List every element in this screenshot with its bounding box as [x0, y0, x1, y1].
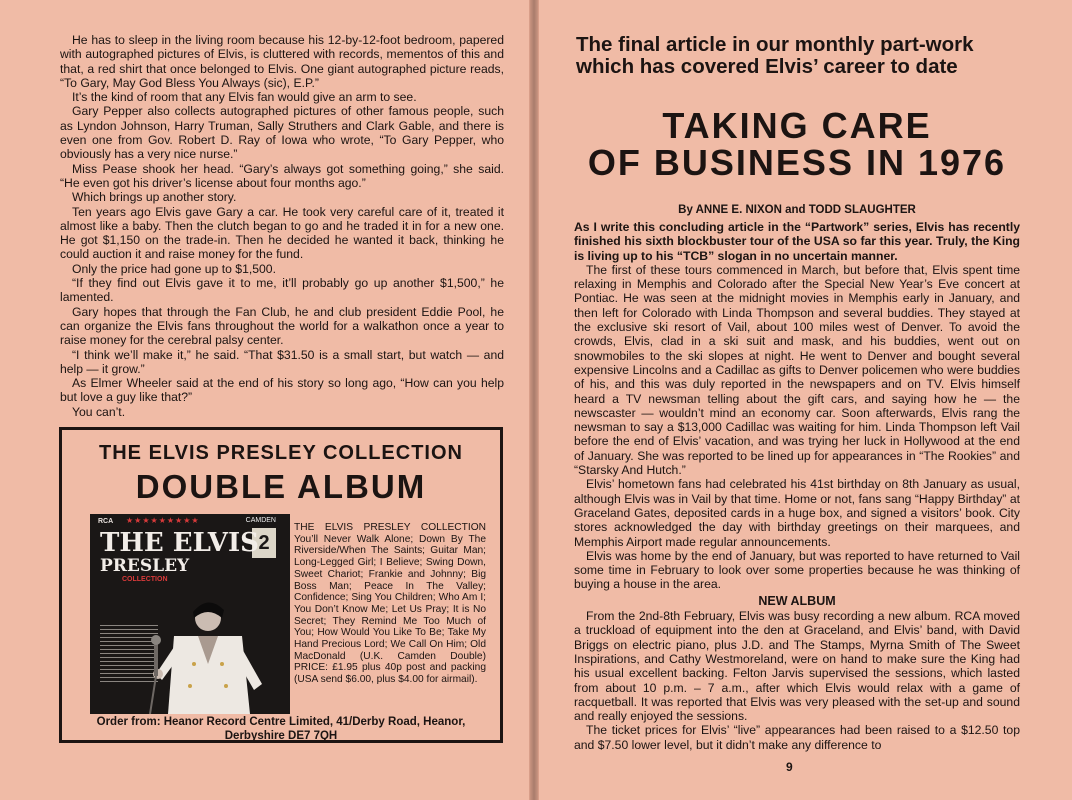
section-subheading: NEW ALBUM — [758, 593, 836, 608]
album-advertisement — [59, 427, 503, 743]
article-paragraph: Elvis’ hometown fans had celebrated his 41st birthday on 8th January as usual, although Elvis was in Vail by that time. Home or not, fans sang “Happy Birthday” at Graceland Gates, deposited cards in a huge box, and signed a visitors’ book. City stores acknowledged the day with birthday greetings on their marquees, and Memphis Airport made regular announcements. — [574, 477, 1020, 549]
article-paragraph: Which brings up another story. — [72, 190, 237, 205]
order-address — [62, 716, 500, 743]
article-title-line-1: TAKING CARE — [662, 105, 932, 146]
article-paragraph: Miss Pease shook her head. “Gary’s always got something going,” she said. “He even got his driver’s license about four months ago.” — [60, 161, 504, 190]
article-paragraph: From the 2nd-8th February, Elvis was busy recording a new album. RCA moved a truckload of equipment into the den at Graceland, and Elvis’ band, with David Briggs on electric piano, plus J.D. and The Stamps, Myrna Smith of The Sweet Inspirations, and Cathy Westmoreland, were on hand to make sure the King had his usual excellent backing. Felton Jarvis supervised the sessions, which lasted from about 10 p.m. – 7 a.m., after which Elvis would relax with a game of racquetball. It was reported that Elvis was very pleased with the set-up and sound and really enjoyed the sessions. — [574, 609, 1020, 724]
article-paragraph: He has to sleep in the living room because his 12-by-12-foot bedroom, papered with autographed pictures of Elvis, is cluttered with records, mementos of this and that, a red shirt that once belonged to Elvis. One giant autographed picture reads, “To Gary, May God Bless You Always (sic), E.P.” — [60, 33, 504, 90]
order-line-1: Order from: Heanor Record Centre Limited, 41/Derby Road, Heanor, — [96, 716, 466, 728]
ad-title: DOUBLE ALBUM — [135, 468, 427, 505]
article-title — [574, 107, 1020, 181]
article-intro: The final article in our monthly part-work which has covered Elvis’ career to date — [576, 33, 974, 78]
cover-double-badge: 2 — [252, 528, 276, 558]
page-number: 9 — [786, 760, 793, 774]
elvis-performer-illustration — [90, 514, 290, 714]
article-paragraph: The first of these tours commenced in March, but before that, Elvis spent time relaxing in Memphis and Colorado after the Special New Year’s Eve concert at Pontiac. He was seen at the midnight movies in Memphis early in January, and then left for Colorado with Linda Thompson and several buddies. They stayed at the exclusive ski resort of Vail, about 100 miles west of Denver. To avoid the crowds, Elvis, clad in a ski suit and mask, and his buddies, went out on snowmobiles to the ski slopes at night. He went to Denver and bought several expensive Lincolns and a Cadillac as gifts to Denver policemen who were buddies of his, and this was duly reported in the newspapers and on TV. Elvis himself heard a TV newsman telling about the gift cars, and saying how he — the newscaster — wouldn’t mind an economy car. Soon afterwards, Elvis rang the newsman to say a $13,000 Cadillac was waiting for him. Linda Thompson left Vail before the end of Elvis’ vacation, and was trying her luck in Hollywood at the end of January. She was reported to be lined up for appearances in “The Rookies” and “Starsky And Hutch.” — [574, 262, 1020, 478]
article-paragraph: Gary Pepper also collects autographed pictures of other famous people, such as Lyndon Johnson, Harry Truman, Sally Struthers and Clark Gable, and there is even one from Gov. Robert D. Ray of Iowa who wrote, “To Gary Pepper, who obviously has a very nice nurse.” — [60, 104, 504, 162]
article-paragraph: “If they find out Elvis gave it to me, it’ll probably go up another $1,500,” he lamented. — [60, 276, 504, 305]
article-paragraph: Ten years ago Elvis gave Gary a car. He took very careful care of it, treated it almost like a baby. Then the clutch began to go and he traded it in for a new one. He got $1,150 on the trade-in. Then he decided he wanted it back, thinking he could auction it and raise money for the fund. — [60, 204, 504, 262]
right-article-column — [574, 220, 1020, 752]
cover-stars: ★★★★★★★★★ — [126, 516, 200, 525]
article-paragraph: “I think we’ll make it,” he said. “That $31.50 is a small start, but watch — and help — it grow.” — [60, 347, 504, 376]
article-paragraph: You can’t. — [72, 404, 126, 419]
album-description: THE ELVIS PRESLEY COLLECTION You’ll Never Walk Alone; Down By The Riverside/When The Saints; Guitar Man; Long-Legged Girl; I Believe; Swing Down, Sweet Chariot; Frankie and Johnny; Big Boss Man; Peace In The Valley; Confidence; Sing You Children; Who Am I; You Don’t Know Me; Let Us Pray; It is No Secret; They Remind Me Too Much of You; How Would You Like To Be; Take My Hand Precious Lord; We Call On Him; Old MacDonald (U.K. Camden Double) PRICE: £1.95 plus 40p post and packing (USA send $6.00, plus $4.00 for airmail). — [294, 522, 486, 686]
article-paragraph: The ticket prices for Elvis’ “live” appearances had been raised to a $12.50 top and $7.50 lower level, but it didn’t make any difference to — [574, 723, 1020, 752]
cover-title-presley: PRESLEY — [100, 556, 190, 576]
cover-title-collection: COLLECTION — [122, 576, 168, 583]
ad-heading: THE ELVIS PRESLEY COLLECTION — [99, 442, 463, 464]
album-cover-image — [90, 514, 290, 714]
article-byline: By ANNE E. NIXON and TODD SLAUGHTER — [678, 204, 916, 216]
article-paragraph: Gary hopes that through the Fan Club, he and club president Eddie Pool, he can organize the Elvis fans throughout the world for a walkathon once a year to raise money for the cerebral palsy center. — [60, 304, 504, 348]
article-title-line-2: OF BUSINESS IN 1976 — [587, 142, 1007, 183]
article-paragraph: Elvis was home by the end of January, but was reported to have returned to Vail some time in February to look over some properties because he was thinking of buying a house in the area. — [574, 548, 1020, 592]
article-lead-paragraph: As I write this concluding article in the “Partwork” series, Elvis has recently finished his sixth blockbuster tour of the USA so far this year. Truly, the King is living up to his “TCB” slogan in no uncertain manner. — [574, 220, 1020, 263]
article-paragraph: Only the price had gone up to $1,500. — [72, 261, 276, 276]
article-paragraph: It’s the kind of room that any Elvis fan would give an arm to see. — [72, 90, 417, 105]
left-article-column — [60, 33, 504, 419]
order-line-2: Derbyshire DE7 7QH — [224, 729, 338, 742]
cover-title-elvis: THE ELVIS — [100, 528, 259, 558]
cover-camden-label: CAMDEN — [245, 517, 276, 524]
book-gutter — [530, 0, 538, 800]
article-paragraph: As Elmer Wheeler said at the end of his story so long ago, “How can you help but love a guy like that?” — [60, 376, 504, 405]
cover-record-label: RCA — [98, 518, 114, 525]
